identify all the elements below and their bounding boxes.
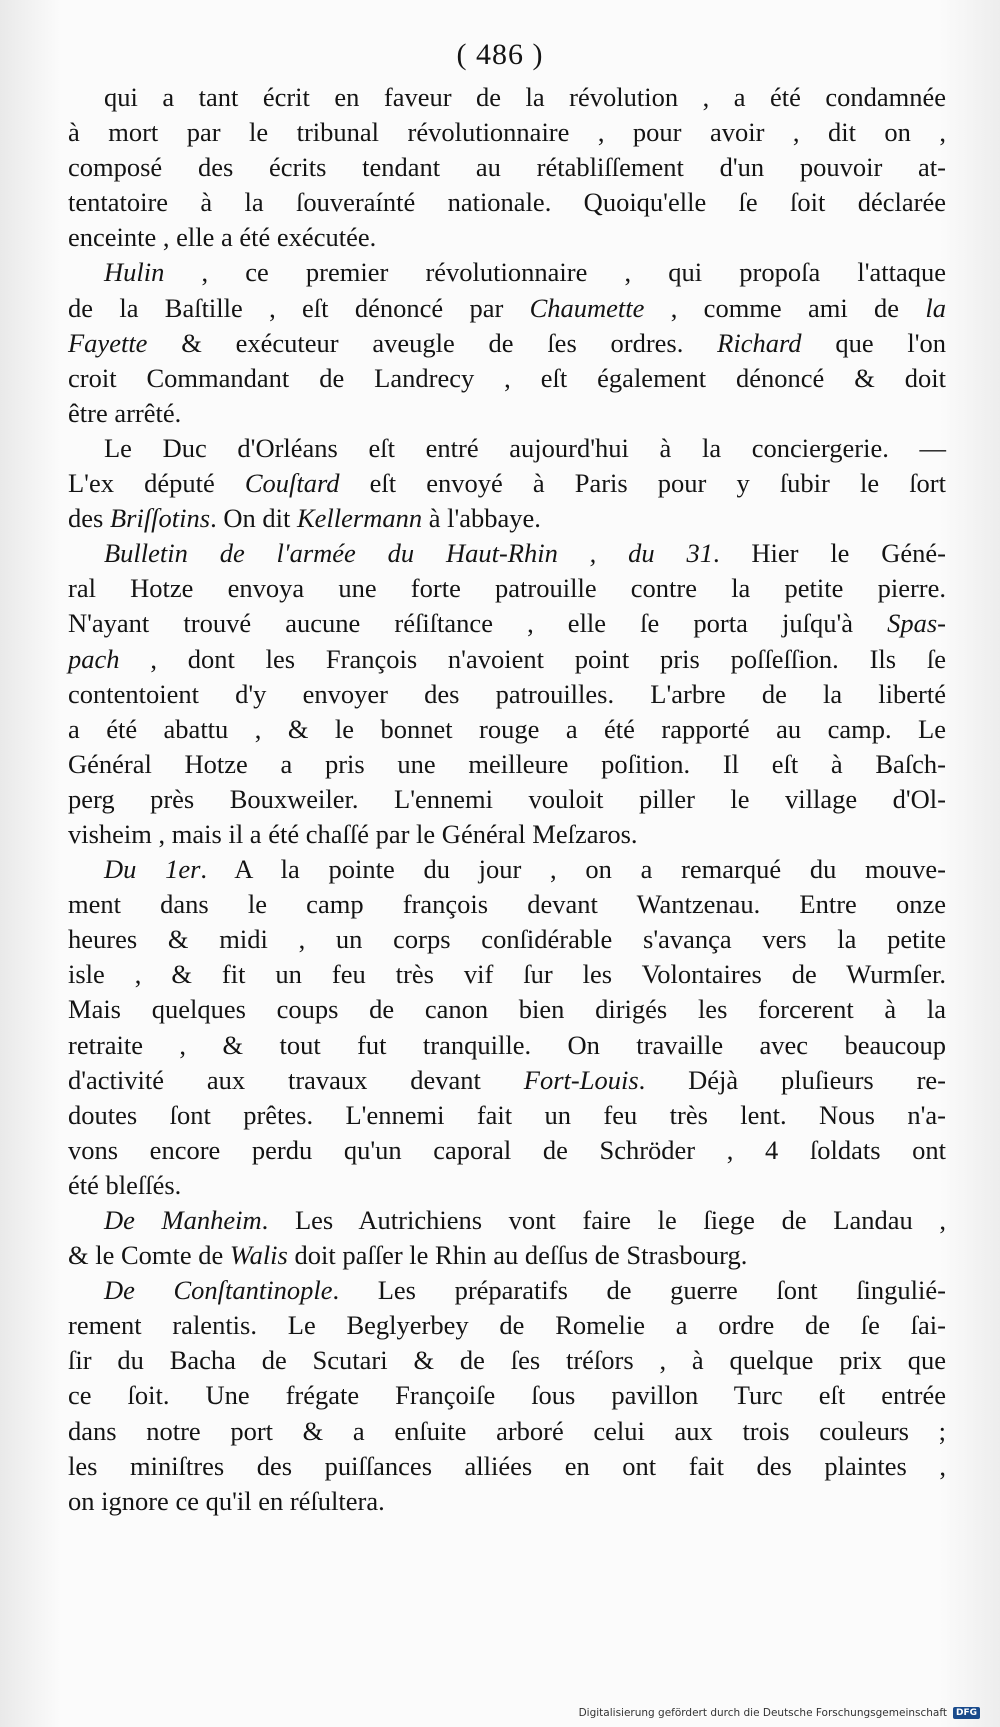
text-line — [68, 606, 946, 641]
text-run: perg près Bouxweiler. L'ennemi vouloit piller le village d'Ol- — [68, 783, 946, 814]
text-run: N'ayant trouvé aucune réſiſtance , elle ſe porta juſqu'à — [68, 608, 888, 639]
text-line — [68, 1484, 946, 1519]
text-run: & exécuteur aveugle de ſes ordres. — [147, 327, 718, 358]
text-line — [68, 1308, 946, 1343]
italic-text: Couſtard — [244, 468, 340, 499]
text-line — [68, 501, 946, 536]
text-line — [68, 992, 946, 1027]
text-line — [68, 1168, 946, 1203]
text-run: . Hier le Géné- — [712, 538, 947, 569]
paragraph-first-line — [68, 80, 946, 115]
text-run: . A la pointe du jour , on a remarqué du mouve- — [200, 854, 946, 885]
text-line — [68, 1449, 946, 1484]
paragraph-first-line — [68, 852, 946, 887]
text-run: visheim , mais il a été chaſſé par le Général Meſzaros. — [68, 818, 638, 849]
italic-text: Spas- — [887, 608, 946, 639]
text-line — [68, 1378, 946, 1413]
text-run: ment dans le camp françois devant Wantzenau. Entre onze — [68, 889, 946, 920]
text-line — [68, 957, 946, 992]
text-run: d'activité aux travaux devant — [68, 1064, 524, 1095]
text-line — [68, 642, 946, 677]
paragraph-first-line — [68, 431, 946, 466]
text-line — [68, 1028, 946, 1063]
text-line — [68, 1133, 946, 1168]
italic-text: Hulin — [104, 257, 165, 288]
text-run: que l'on — [801, 327, 947, 358]
paragraph-first-line — [68, 1273, 946, 1308]
digitization-credit-text: Digitalisierung gefördert durch die Deutsche Forschungsgemeinschaft — [578, 1707, 947, 1719]
text-run: heures & midi , un corps conſidérable s'avança vers la petite — [68, 924, 946, 955]
article-body — [68, 80, 946, 1519]
text-run: croit Commandant de Landrecy , eſt également dénoncé & doit — [68, 362, 946, 393]
text-run: . Déjà pluſieurs re- — [638, 1064, 946, 1095]
text-run: doutes ſont prêtes. L'ennemi fait un feu très lent. Nous n'a- — [68, 1099, 946, 1130]
text-run: vons encore perdu qu'un caporal de Schröder , 4 ſoldats ont — [68, 1134, 946, 1165]
text-run: ſir du Bacha de Scutari & de ſes tréſors , à quelque prix que — [68, 1345, 946, 1376]
digitization-credit — [579, 1707, 980, 1719]
text-run: . On dit — [210, 503, 297, 534]
italic-text: pach — [68, 643, 120, 674]
text-line — [68, 677, 946, 712]
text-run: , comme ami de — [644, 292, 926, 323]
italic-text: Kellermann — [296, 503, 423, 534]
italic-text: De Conſtantinople — [104, 1275, 333, 1306]
text-run: Mais quelques coups de canon bien dirigés les forcerent à la — [68, 994, 946, 1025]
text-line — [68, 115, 946, 150]
text-run: . Les Autrichiens vont faire le ſiege de Landau , — [261, 1205, 946, 1235]
text-run: composé des écrits tendant au rétabliſſement d'un pouvoir at- — [68, 152, 946, 183]
text-run: rement ralentis. Le Beglyerbey de Romelie a ordre de ſe ſai- — [68, 1310, 946, 1341]
text-run: contentoient d'y envoyer des patrouilles. L'arbre de la liberté — [68, 678, 946, 709]
text-line — [68, 1414, 946, 1449]
page-number: ( 486 ) — [456, 38, 544, 71]
italic-text: De Manheim — [104, 1205, 262, 1235]
text-run: on ignore ce qu'il en réſultera. — [68, 1485, 385, 1516]
text-run: a été abattu , & le bonnet rouge a été rapporté au camp. Le — [68, 713, 946, 744]
text-run: & le Comte de — [68, 1240, 230, 1271]
text-line — [68, 922, 946, 957]
dfg-logo: DFG — [953, 1707, 980, 1719]
text-line — [68, 1063, 946, 1098]
italic-text: Bulletin de l'armée du Haut-Rhin , du 31 — [104, 538, 713, 569]
italic-text: Walis — [229, 1240, 288, 1271]
text-run: ral Hotze envoya une forte patrouille contre la petite pierre. — [68, 573, 946, 604]
text-run: des — [68, 503, 110, 534]
text-run: Le Duc d'Orléans eſt entré aujourd'hui à la conciergerie. — — [104, 432, 946, 463]
text-run: qui a tant écrit en faveur de la révolution , a été condamnée — [104, 82, 946, 112]
text-line — [68, 396, 946, 431]
text-line — [68, 817, 946, 852]
text-line — [68, 220, 946, 255]
page-edge-shadow-left — [0, 0, 60, 1727]
text-line — [68, 466, 946, 501]
text-line — [68, 747, 946, 782]
text-run: les miniſtres des puiſſances alliées en ont fait des plaintes , — [68, 1450, 946, 1481]
italic-text: Richard — [717, 327, 802, 358]
text-line — [68, 326, 946, 361]
text-line — [68, 1238, 946, 1273]
text-run: retraite , & tout fut tranquille. On travaille avec beaucoup — [68, 1029, 946, 1060]
text-run: dans notre port & a enſuite arboré celui aux trois couleurs ; — [68, 1415, 946, 1446]
text-run: eſt envoyé à Paris pour y ſubir le ſort — [339, 468, 946, 499]
text-run: été bleſſés. — [68, 1169, 182, 1200]
text-line — [68, 150, 946, 185]
text-run: enceinte , elle a été exécutée. — [68, 222, 377, 253]
text-run: , dont les François n'avoient point pris poſſeſſion. Ils ſe — [119, 643, 946, 674]
text-run: de la Baſtille , eſt dénoncé par — [68, 292, 530, 323]
text-run: . Les préparatifs de guerre ſont ſingulié- — [332, 1275, 946, 1306]
text-line — [68, 361, 946, 396]
text-run: Général Hotze a pris une meilleure poſition. Il eſt à Baſch- — [68, 748, 946, 779]
text-run: L'ex député — [68, 468, 245, 499]
text-run: à mort par le tribunal révolutionnaire , pour avoir , dit on , — [68, 117, 946, 148]
text-line — [68, 185, 946, 220]
text-line — [68, 291, 946, 326]
text-run: à l'abbaye. — [422, 503, 541, 534]
text-run: doit paſſer le Rhin au deſſus de Strasbourg. — [287, 1240, 748, 1271]
text-line — [68, 782, 946, 817]
text-line — [68, 571, 946, 606]
text-line — [68, 887, 946, 922]
italic-text: Briſſotins — [109, 503, 211, 534]
text-run: être arrêté. — [68, 397, 182, 428]
italic-text: Fort-Louis — [523, 1064, 639, 1095]
paragraph-first-line — [68, 255, 946, 290]
text-run: tentatoire à la ſouveraínté nationale. Quoiqu'elle ſe ſoit déclarée — [68, 187, 946, 218]
italic-text: Du 1er — [104, 854, 201, 885]
italic-text: Fayette — [68, 327, 148, 358]
paragraph-first-line — [68, 1203, 946, 1238]
italic-text: la — [925, 292, 947, 323]
text-run: isle , & fit un feu très vif ſur les Volontaires de Wurmſer. — [68, 959, 946, 990]
paragraph-first-line — [68, 536, 946, 571]
text-run: ce ſoit. Une frégate Françoiſe ſous pavillon Turc eſt entrée — [68, 1380, 946, 1411]
text-line — [68, 1098, 946, 1133]
text-run: , ce premier révolutionnaire , qui propoſa l'attaque — [164, 257, 946, 288]
page-edge-shadow-right — [940, 0, 1000, 1727]
text-line — [68, 1343, 946, 1378]
text-line — [68, 712, 946, 747]
italic-text: Chaumette — [529, 292, 645, 323]
